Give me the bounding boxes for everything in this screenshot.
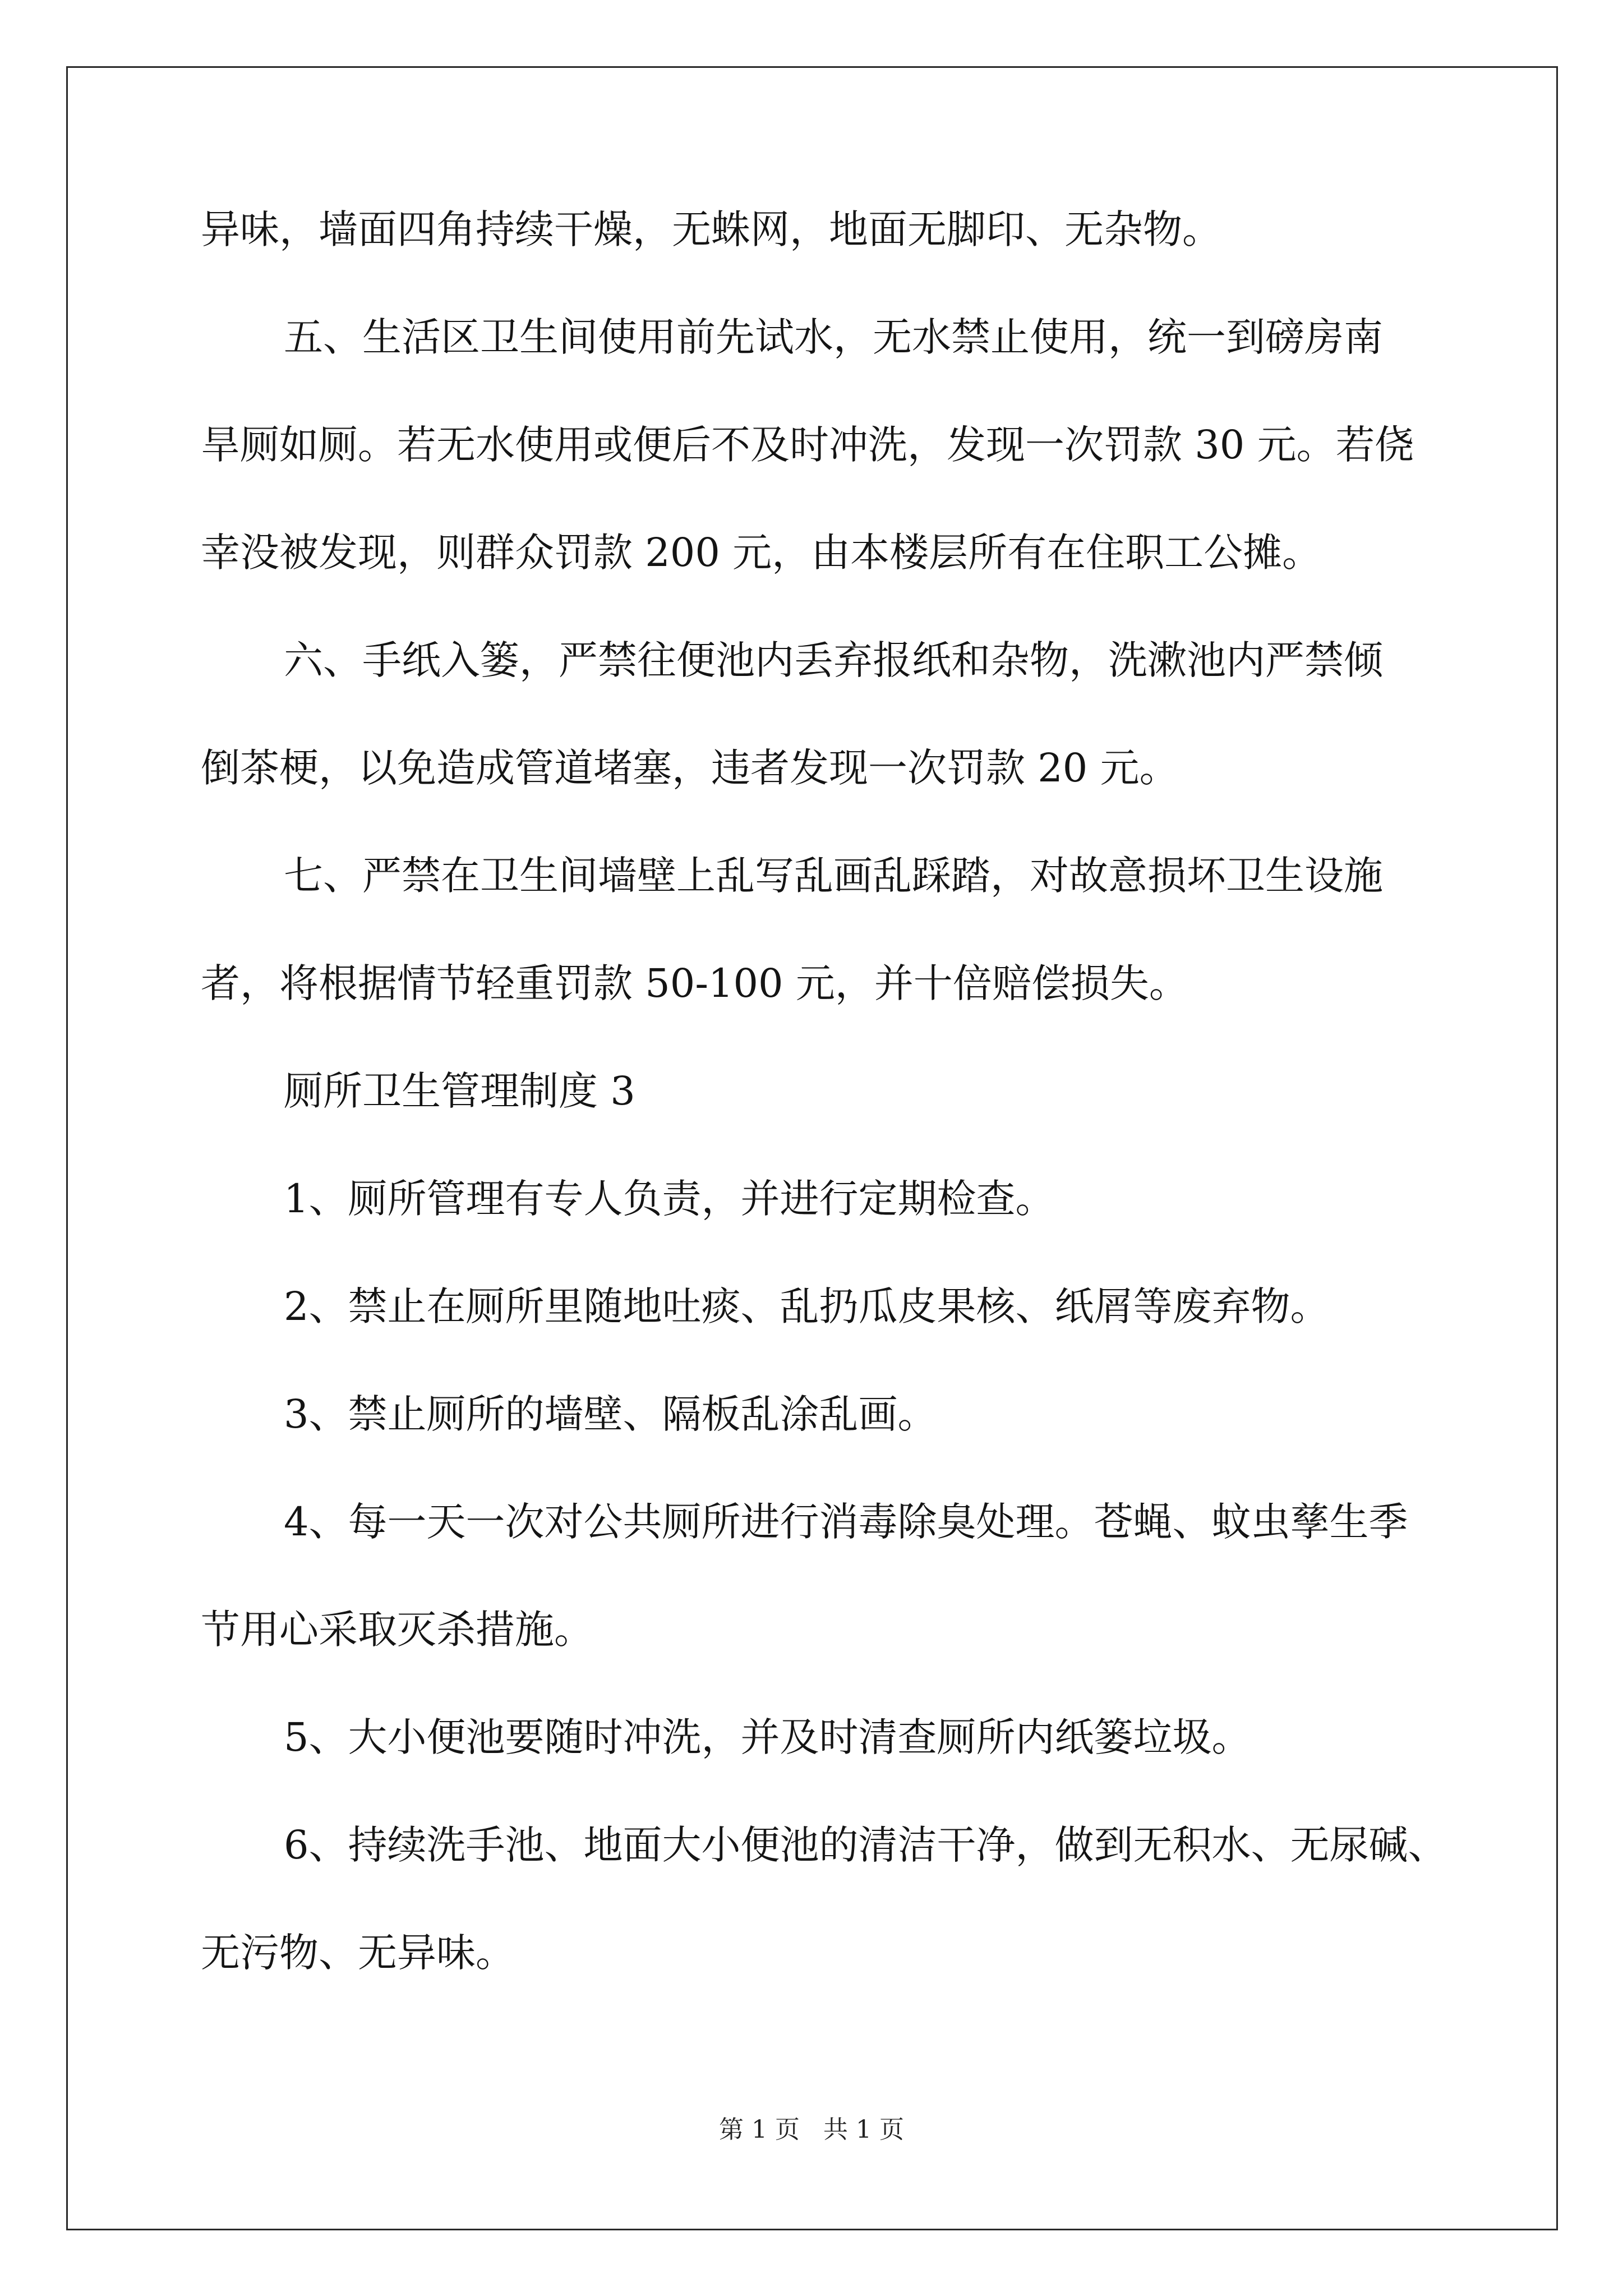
paragraph-line: 五、生活区卫生间使用前先试水，无水禁止使用，统一到磅房南 [284, 314, 1383, 360]
paragraph-line: 幸没被发现，则群众罚款 200 元，由本楼层所有在住职工公摊。 [201, 530, 1322, 576]
paragraph-line: 倒茶梗，以免造成管道堵塞，违者发现一次罚款 20 元。 [201, 745, 1179, 791]
paragraph-line: 1、厕所管理有专人负责，并进行定期检查。 [284, 1176, 1055, 1222]
paragraph-line: 6、持续洗手池、地面大小便池的清洁干净，做到无积水、无尿碱、 [284, 1822, 1447, 1868]
paragraph-line: 2、禁止在厕所里随地吐痰、乱扔瓜皮果核、纸屑等废弃物。 [284, 1283, 1330, 1329]
paragraph-line: 异味，墙面四角持续干燥，无蛛网，地面无脚印、无杂物。 [201, 206, 1221, 252]
paragraph-line: 5、大小便池要随时冲洗，并及时清查厕所内纸篓垃圾。 [284, 1714, 1251, 1760]
page-border [66, 66, 1558, 2230]
paragraph-line: 节用心采取灭杀措施。 [201, 1607, 593, 1653]
paragraph-line: 六、手纸入篓，严禁往便池内丢弃报纸和杂物，洗漱池内严禁倾 [284, 637, 1383, 683]
section-heading: 厕所卫生管理制度 3 [284, 1068, 635, 1114]
paragraph-line: 者，将根据情节轻重罚款 50-100 元，并十倍赔偿损失。 [201, 960, 1188, 1006]
page-footer: 第 1 页 共 1 页 [719, 2115, 904, 2144]
paragraph-line: 七、严禁在卫生间墙壁上乱写乱画乱踩踏，对故意损坏卫生设施 [284, 853, 1383, 899]
paragraph-line: 3、禁止厕所的墙壁、隔板乱涂乱画。 [284, 1391, 937, 1437]
paragraph-line: 旱厕如厕。若无水使用或便后不及时冲洗，发现一次罚款 30 元。若侥 [201, 422, 1414, 468]
paragraph-line: 4、每一天一次对公共厕所进行消毒除臭处理。苍蝇、蚊虫孳生季 [284, 1499, 1408, 1545]
paragraph-line: 无污物、无异味。 [201, 1930, 515, 1976]
